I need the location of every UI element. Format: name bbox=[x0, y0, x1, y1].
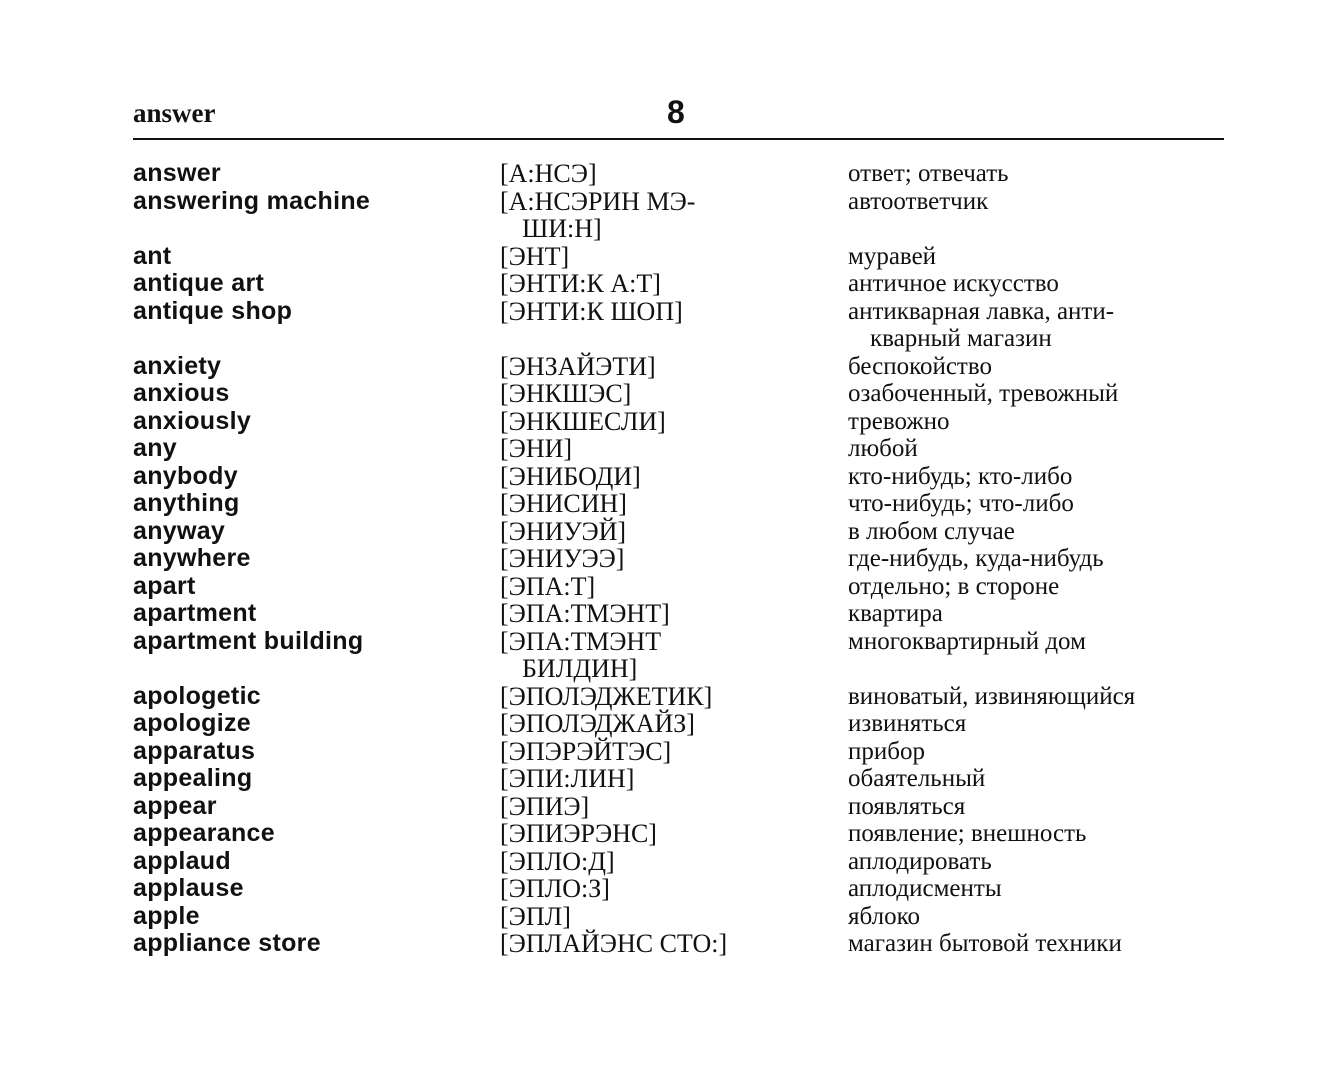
definition-line: ответ; отвечать bbox=[848, 160, 1009, 187]
definition-line: автоответчик bbox=[848, 187, 989, 215]
definition bbox=[848, 160, 1233, 188]
transcription bbox=[500, 903, 848, 931]
transcription-line: [ЭПИЭ] bbox=[500, 791, 590, 821]
transcription-line: [ЭНТИ:К А:Т] bbox=[500, 269, 661, 298]
transcription bbox=[500, 600, 848, 628]
headword: ant bbox=[133, 241, 172, 270]
dictionary-entry bbox=[133, 408, 1233, 436]
dictionary-entry bbox=[133, 380, 1233, 408]
headword: appealing bbox=[133, 764, 253, 792]
definition-line: извиняться bbox=[848, 710, 967, 737]
transcription bbox=[500, 738, 848, 766]
transcription bbox=[500, 353, 848, 381]
transcription-line: [А:НСЭРИН МЭ- bbox=[500, 186, 696, 216]
transcription bbox=[500, 573, 848, 601]
headword: apologize bbox=[133, 709, 251, 737]
dictionary-entry bbox=[133, 573, 1233, 601]
dictionary-entry bbox=[133, 793, 1233, 821]
definition-line: муравей bbox=[848, 242, 937, 270]
transcription-line: [ЭПЛО:Д] bbox=[500, 846, 615, 876]
definition-line: антикварная лавка, анти- bbox=[848, 297, 1115, 325]
definition bbox=[848, 380, 1233, 408]
headword: antique art bbox=[133, 269, 265, 297]
transcription bbox=[500, 408, 848, 436]
definition bbox=[848, 628, 1233, 683]
headword: apartment bbox=[133, 599, 257, 627]
transcription-line: [ЭНИ] bbox=[500, 434, 573, 463]
transcription-line: [ЭНЗАЙЭТИ] bbox=[500, 351, 656, 381]
transcription-line: [ЭНКШЭС] bbox=[500, 379, 632, 408]
definition bbox=[848, 573, 1233, 601]
headword: any bbox=[133, 434, 177, 462]
dictionary-entry bbox=[133, 765, 1233, 793]
headword: appear bbox=[133, 791, 217, 820]
definition-line: тревожно bbox=[848, 407, 950, 435]
dictionary-entry bbox=[133, 820, 1233, 848]
headword: applause bbox=[133, 874, 244, 902]
definition bbox=[848, 793, 1233, 821]
transcription bbox=[500, 518, 848, 546]
dictionary-entry bbox=[133, 903, 1233, 931]
headword: anywhere bbox=[133, 544, 251, 572]
dictionary-entry bbox=[133, 490, 1233, 518]
headword: anxiety bbox=[133, 351, 222, 380]
transcription-line: [ЭНИУЭЙ] bbox=[500, 516, 627, 546]
definition-line: аплодировать bbox=[848, 847, 992, 875]
definition bbox=[848, 463, 1233, 491]
definition bbox=[848, 600, 1233, 628]
headword: appearance bbox=[133, 819, 275, 847]
definition-line: квартира bbox=[848, 600, 943, 627]
transcription bbox=[500, 188, 848, 243]
definition bbox=[848, 243, 1233, 271]
definition-line: появление; внешность bbox=[848, 820, 1087, 847]
definition-line: озабоченный, тревожный bbox=[848, 380, 1119, 407]
definition bbox=[848, 545, 1233, 573]
headword: anything bbox=[133, 489, 240, 517]
definition bbox=[848, 683, 1233, 711]
dictionary-entry bbox=[133, 518, 1233, 546]
dictionary-entry bbox=[133, 600, 1233, 628]
definition-line: в любом случае bbox=[848, 517, 1015, 545]
transcription bbox=[500, 435, 848, 463]
definition bbox=[848, 765, 1233, 793]
transcription bbox=[500, 298, 848, 353]
headword: apologetic bbox=[133, 681, 262, 710]
transcription bbox=[500, 380, 848, 408]
dictionary-entry bbox=[133, 930, 1233, 958]
headword: anyway bbox=[133, 516, 226, 545]
definition-line: яблоко bbox=[848, 902, 920, 930]
definition bbox=[848, 270, 1233, 298]
definition bbox=[848, 298, 1233, 353]
transcription-line: [А:НСЭ] bbox=[500, 159, 597, 188]
definition-line: аплодисменты bbox=[848, 875, 1002, 902]
definition-line: магазин бытовой техники bbox=[848, 930, 1122, 957]
running-head: answer bbox=[133, 98, 216, 128]
definition-line: появляться bbox=[848, 792, 966, 820]
headword: anybody bbox=[133, 461, 238, 490]
transcription-line: [ЭНТ] bbox=[500, 241, 570, 271]
transcription-line: [ЭПЛАЙЭНС СТО:] bbox=[500, 929, 728, 958]
headword: apartment building bbox=[133, 626, 364, 655]
headword: apple bbox=[133, 901, 200, 930]
dictionary-entry bbox=[133, 435, 1233, 463]
transcription-line: [ЭПЛО:З] bbox=[500, 874, 610, 903]
definition-line: виноватый, извиняющийся bbox=[848, 682, 1136, 710]
definition-line: отдельно; в стороне bbox=[848, 572, 1060, 600]
transcription-line: [ЭНИСИН] bbox=[500, 489, 627, 518]
transcription bbox=[500, 243, 848, 271]
definition bbox=[848, 518, 1233, 546]
transcription-line: [ЭНИУЭЭ] bbox=[500, 544, 625, 573]
definition bbox=[848, 848, 1233, 876]
dictionary-entry bbox=[133, 353, 1233, 381]
definition-line: беспокойство bbox=[848, 352, 992, 380]
transcription bbox=[500, 463, 848, 491]
transcription-line: БИЛДИН] bbox=[522, 654, 638, 683]
transcription-line: [ЭПЛ] bbox=[500, 901, 571, 931]
transcription bbox=[500, 490, 848, 518]
transcription-line: [ЭПИ:ЛИН] bbox=[500, 764, 635, 793]
transcription-line: [ЭНТИ:К ШОП] bbox=[500, 296, 683, 326]
definition bbox=[848, 188, 1233, 243]
transcription-line: [ЭПОЛЭДЖЕТИК] bbox=[500, 681, 713, 711]
transcription-line: ШИ:Н] bbox=[522, 214, 602, 243]
definition-line: что-нибудь; что-либо bbox=[848, 490, 1074, 517]
transcription bbox=[500, 765, 848, 793]
transcription-line: [ЭНИБОДИ] bbox=[500, 461, 641, 491]
dictionary-entry bbox=[133, 848, 1233, 876]
transcription bbox=[500, 710, 848, 738]
headword: answering machine bbox=[133, 186, 371, 215]
transcription bbox=[500, 930, 848, 958]
page-header bbox=[133, 96, 1224, 140]
dictionary-entry bbox=[133, 545, 1233, 573]
definition bbox=[848, 490, 1233, 518]
definition-line: античное искусство bbox=[848, 270, 1059, 297]
definition-line: где-нибудь, куда-нибудь bbox=[848, 545, 1104, 572]
transcription-line: [ЭНКШЕСЛИ] bbox=[500, 406, 666, 436]
headword: anxious bbox=[133, 379, 230, 407]
dictionary-entry bbox=[133, 628, 1233, 683]
definition bbox=[848, 435, 1233, 463]
transcription bbox=[500, 545, 848, 573]
transcription-line: [ЭПОЛЭДЖАЙЗ] bbox=[500, 709, 695, 738]
dictionary-entry bbox=[133, 683, 1233, 711]
headword: antique shop bbox=[133, 296, 293, 325]
dictionary-entry bbox=[133, 875, 1233, 903]
definition-line: обаятельный bbox=[848, 765, 986, 792]
definition bbox=[848, 875, 1233, 903]
dictionary-entry bbox=[133, 270, 1233, 298]
definition-line: прибор bbox=[848, 737, 925, 765]
headword: appliance store bbox=[133, 929, 321, 957]
dictionary-entry bbox=[133, 298, 1233, 353]
dictionary-entry bbox=[133, 738, 1233, 766]
transcription-line: [ЭПЭРЭЙТЭС] bbox=[500, 736, 672, 766]
definition bbox=[848, 738, 1233, 766]
transcription-line: [ЭПА:Т] bbox=[500, 571, 596, 601]
definition bbox=[848, 353, 1233, 381]
headword: applaud bbox=[133, 846, 231, 875]
dictionary-entry bbox=[133, 160, 1233, 188]
dictionary-entries bbox=[133, 160, 1233, 958]
headword: apparatus bbox=[133, 736, 256, 765]
transcription bbox=[500, 160, 848, 188]
transcription bbox=[500, 875, 848, 903]
transcription-line: [ЭПА:ТМЭНТ] bbox=[500, 599, 670, 628]
transcription bbox=[500, 793, 848, 821]
definition-line: многоквартирный дом bbox=[848, 627, 1086, 655]
dictionary-entry bbox=[133, 243, 1233, 271]
definition-line: кто-нибудь; кто-либо bbox=[848, 462, 1073, 490]
definition bbox=[848, 930, 1233, 958]
definition bbox=[848, 820, 1233, 848]
transcription bbox=[500, 820, 848, 848]
definition-line: кварный магазин bbox=[870, 325, 1052, 352]
dictionary-entry bbox=[133, 463, 1233, 491]
definition bbox=[848, 903, 1233, 931]
headword: anxiously bbox=[133, 406, 252, 435]
transcription bbox=[500, 628, 848, 683]
headword: apart bbox=[133, 571, 196, 600]
headword: answer bbox=[133, 159, 221, 187]
transcription-line: [ЭПА:ТМЭНТ bbox=[500, 626, 662, 656]
definition bbox=[848, 408, 1233, 436]
definition-line: любой bbox=[848, 435, 918, 462]
dictionary-entry bbox=[133, 188, 1233, 243]
definition bbox=[848, 710, 1233, 738]
transcription bbox=[500, 848, 848, 876]
transcription-line: [ЭПИЭРЭНС] bbox=[500, 819, 657, 848]
transcription bbox=[500, 270, 848, 298]
dictionary-entry bbox=[133, 710, 1233, 738]
transcription bbox=[500, 683, 848, 711]
page-number: 8 bbox=[667, 94, 685, 130]
